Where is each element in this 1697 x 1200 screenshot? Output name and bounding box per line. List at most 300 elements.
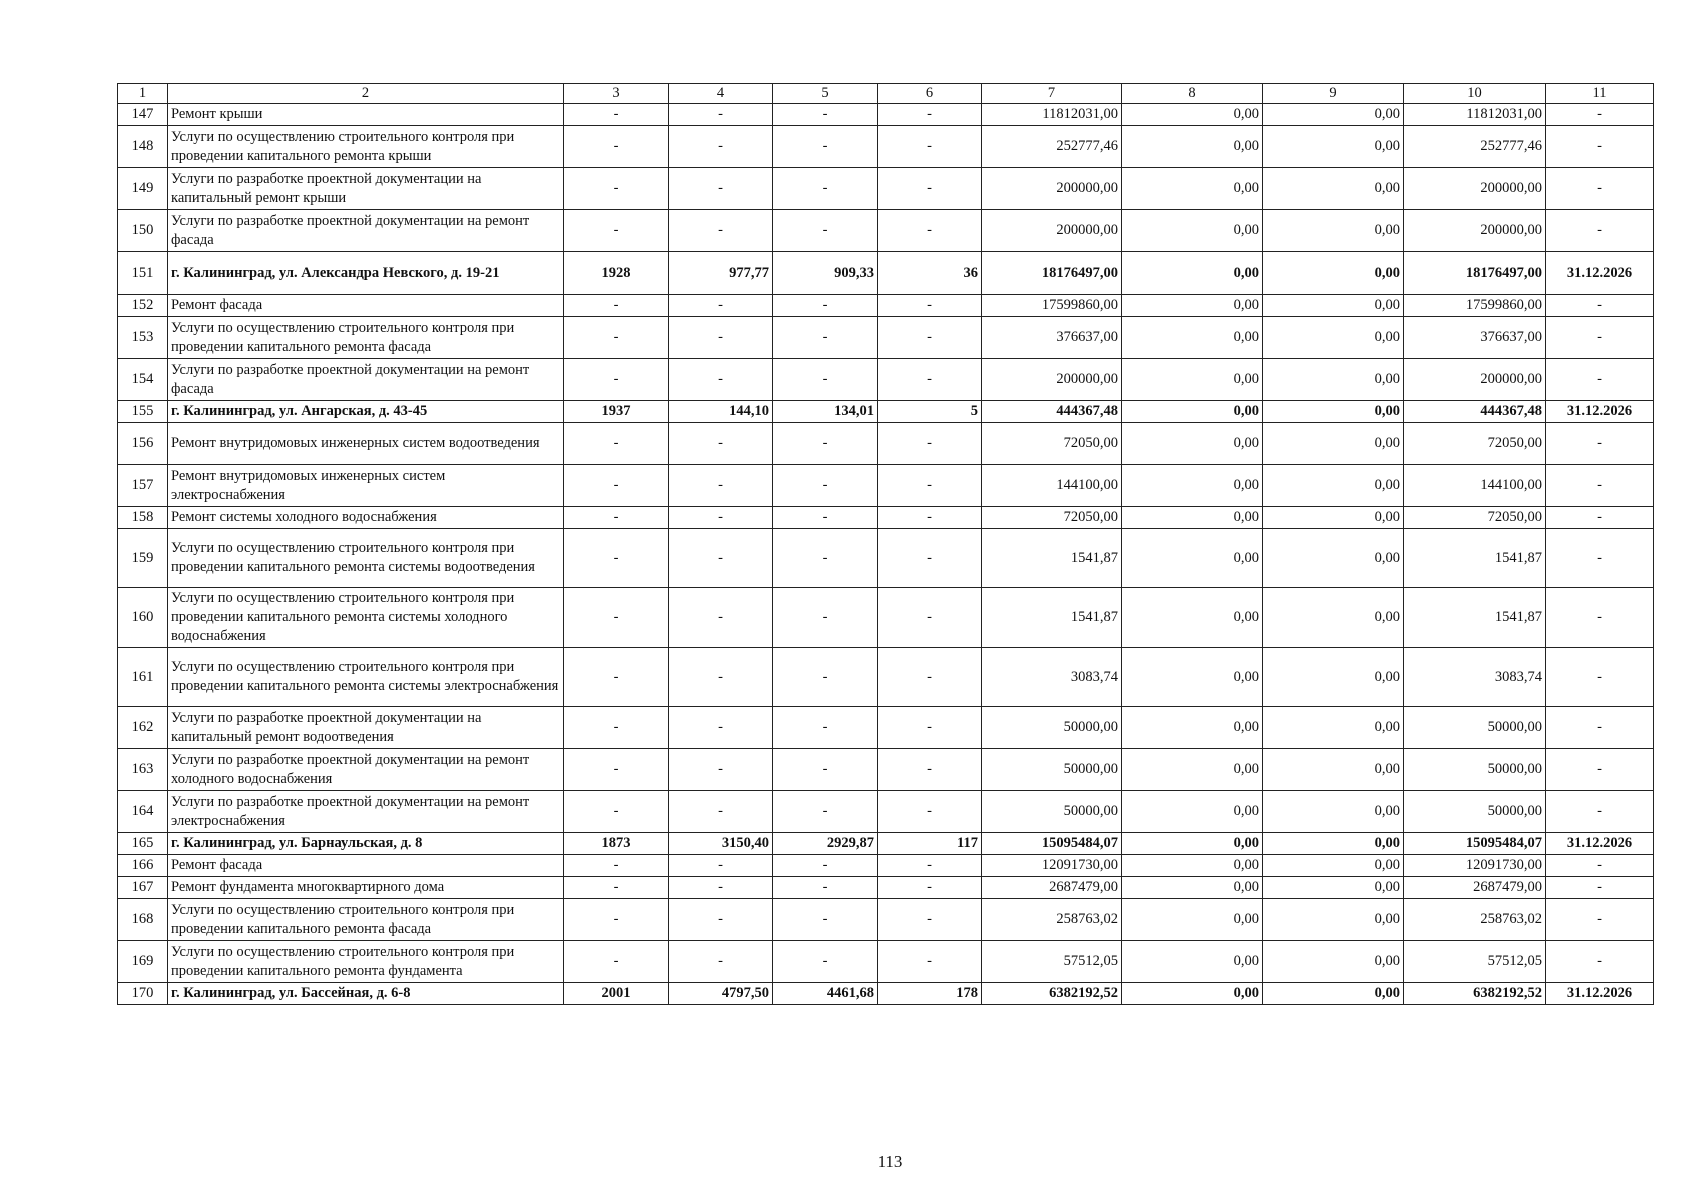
col5-cell: - — [773, 899, 878, 941]
row-number-cell: 153 — [118, 317, 168, 359]
col3-cell: - — [564, 317, 669, 359]
col8-amount-cell: 0,00 — [1122, 833, 1263, 855]
col7-amount-cell: 2687479,00 — [982, 877, 1122, 899]
col6-cell: 117 — [878, 833, 982, 855]
col5-cell: - — [773, 648, 878, 707]
row-number-cell: 155 — [118, 401, 168, 423]
col10-amount-cell: 200000,00 — [1404, 168, 1546, 210]
row-number-cell: 167 — [118, 877, 168, 899]
col7-amount-cell: 15095484,07 — [982, 833, 1122, 855]
col3-cell: - — [564, 529, 669, 588]
col5-cell: - — [773, 104, 878, 126]
description-cell: Услуги по осуществлению строительного контроля при проведении капитального ремонта системы электроснабжения — [168, 648, 564, 707]
col5-cell: - — [773, 423, 878, 465]
col10-amount-cell: 57512,05 — [1404, 941, 1546, 983]
col6-cell: - — [878, 210, 982, 252]
col6-cell: - — [878, 168, 982, 210]
col9-amount-cell: 0,00 — [1263, 359, 1404, 401]
col6-cell: - — [878, 104, 982, 126]
col3-cell: 1928 — [564, 252, 669, 295]
col8-amount-cell: 0,00 — [1122, 707, 1263, 749]
row-number-cell: 156 — [118, 423, 168, 465]
header-cell: 1 — [118, 84, 168, 104]
description-cell: Услуги по разработке проектной документации на ремонт электроснабжения — [168, 791, 564, 833]
col10-amount-cell: 1541,87 — [1404, 529, 1546, 588]
repair-work-row — [118, 507, 1654, 529]
row-number-cell: 150 — [118, 210, 168, 252]
header-cell: 7 — [982, 84, 1122, 104]
col7-amount-cell: 376637,00 — [982, 317, 1122, 359]
col8-amount-cell: 0,00 — [1122, 210, 1263, 252]
col4-cell: - — [669, 855, 773, 877]
col5-cell: - — [773, 126, 878, 168]
col8-amount-cell: 0,00 — [1122, 401, 1263, 423]
col11-date-cell: - — [1546, 168, 1654, 210]
repair-work-row — [118, 588, 1654, 648]
col4-cell: - — [669, 210, 773, 252]
col8-amount-cell: 0,00 — [1122, 465, 1263, 507]
col11-date-cell: - — [1546, 210, 1654, 252]
col4-cell: - — [669, 317, 773, 359]
col11-date-cell: 31.12.2026 — [1546, 983, 1654, 1005]
row-number-cell: 169 — [118, 941, 168, 983]
col6-cell: - — [878, 899, 982, 941]
col7-amount-cell: 72050,00 — [982, 507, 1122, 529]
repair-work-row — [118, 317, 1654, 359]
description-cell: г. Калининград, ул. Бассейная, д. 6-8 — [168, 983, 564, 1005]
col4-cell: - — [669, 791, 773, 833]
col4-cell: - — [669, 749, 773, 791]
col4-cell: - — [669, 126, 773, 168]
col8-amount-cell: 0,00 — [1122, 791, 1263, 833]
col4-cell: - — [669, 295, 773, 317]
col7-amount-cell: 12091730,00 — [982, 855, 1122, 877]
col3-cell: - — [564, 855, 669, 877]
col9-amount-cell: 0,00 — [1263, 507, 1404, 529]
col10-amount-cell: 12091730,00 — [1404, 855, 1546, 877]
col9-amount-cell: 0,00 — [1263, 983, 1404, 1005]
col4-cell: 977,77 — [669, 252, 773, 295]
col7-amount-cell: 17599860,00 — [982, 295, 1122, 317]
repair-work-row — [118, 104, 1654, 126]
col8-amount-cell: 0,00 — [1122, 126, 1263, 168]
col6-cell: - — [878, 749, 982, 791]
col10-amount-cell: 444367,48 — [1404, 401, 1546, 423]
repair-work-row — [118, 168, 1654, 210]
col10-amount-cell: 72050,00 — [1404, 423, 1546, 465]
col5-cell: - — [773, 791, 878, 833]
description-cell: Ремонт фасада — [168, 855, 564, 877]
col5-cell: 4461,68 — [773, 983, 878, 1005]
col9-amount-cell: 0,00 — [1263, 104, 1404, 126]
row-number-cell: 147 — [118, 104, 168, 126]
col7-amount-cell: 72050,00 — [982, 423, 1122, 465]
col7-amount-cell: 50000,00 — [982, 707, 1122, 749]
col10-amount-cell: 258763,02 — [1404, 899, 1546, 941]
col5-cell: 909,33 — [773, 252, 878, 295]
col9-amount-cell: 0,00 — [1263, 423, 1404, 465]
column-number-header-row — [118, 84, 1654, 104]
col4-cell: 3150,40 — [669, 833, 773, 855]
col3-cell: - — [564, 126, 669, 168]
col6-cell: - — [878, 507, 982, 529]
col4-cell: - — [669, 507, 773, 529]
col10-amount-cell: 252777,46 — [1404, 126, 1546, 168]
header-cell: 2 — [168, 84, 564, 104]
col3-cell: 1873 — [564, 833, 669, 855]
repair-work-row — [118, 707, 1654, 749]
col9-amount-cell: 0,00 — [1263, 126, 1404, 168]
col11-date-cell: - — [1546, 529, 1654, 588]
description-cell: Услуги по разработке проектной документации на капитальный ремонт водоотведения — [168, 707, 564, 749]
col5-cell: - — [773, 855, 878, 877]
col11-date-cell: - — [1546, 465, 1654, 507]
col6-cell: - — [878, 941, 982, 983]
col3-cell: 2001 — [564, 983, 669, 1005]
col7-amount-cell: 252777,46 — [982, 126, 1122, 168]
header-cell: 11 — [1546, 84, 1654, 104]
col6-cell: 178 — [878, 983, 982, 1005]
col3-cell: - — [564, 104, 669, 126]
repair-work-row — [118, 648, 1654, 707]
repair-work-row — [118, 359, 1654, 401]
col6-cell: - — [878, 317, 982, 359]
col10-amount-cell: 1541,87 — [1404, 588, 1546, 648]
col11-date-cell: 31.12.2026 — [1546, 252, 1654, 295]
col7-amount-cell: 3083,74 — [982, 648, 1122, 707]
repair-work-row — [118, 126, 1654, 168]
col7-amount-cell: 258763,02 — [982, 899, 1122, 941]
header-cell: 3 — [564, 84, 669, 104]
col3-cell: - — [564, 899, 669, 941]
col9-amount-cell: 0,00 — [1263, 252, 1404, 295]
col7-amount-cell: 57512,05 — [982, 941, 1122, 983]
building-address-row — [118, 833, 1654, 855]
col9-amount-cell: 0,00 — [1263, 707, 1404, 749]
description-cell: Услуги по осуществлению строительного контроля при проведении капитального ремонта системы холодного водоснабжения — [168, 588, 564, 648]
row-number-cell: 148 — [118, 126, 168, 168]
col5-cell: 2929,87 — [773, 833, 878, 855]
col8-amount-cell: 0,00 — [1122, 588, 1263, 648]
col7-amount-cell: 50000,00 — [982, 749, 1122, 791]
repair-work-row — [118, 899, 1654, 941]
col5-cell: 134,01 — [773, 401, 878, 423]
col3-cell: - — [564, 749, 669, 791]
col6-cell: - — [878, 855, 982, 877]
col6-cell: - — [878, 877, 982, 899]
col3-cell: 1937 — [564, 401, 669, 423]
col5-cell: - — [773, 588, 878, 648]
col3-cell: - — [564, 791, 669, 833]
repair-work-row — [118, 210, 1654, 252]
col9-amount-cell: 0,00 — [1263, 833, 1404, 855]
col8-amount-cell: 0,00 — [1122, 941, 1263, 983]
col3-cell: - — [564, 359, 669, 401]
description-cell: Ремонт системы холодного водоснабжения — [168, 507, 564, 529]
col8-amount-cell: 0,00 — [1122, 529, 1263, 588]
col11-date-cell: - — [1546, 104, 1654, 126]
col8-amount-cell: 0,00 — [1122, 295, 1263, 317]
col8-amount-cell: 0,00 — [1122, 983, 1263, 1005]
description-cell: г. Калининград, ул. Барнаульская, д. 8 — [168, 833, 564, 855]
col8-amount-cell: 0,00 — [1122, 648, 1263, 707]
description-cell: Услуги по разработке проектной документации на ремонт фасада — [168, 210, 564, 252]
col11-date-cell: - — [1546, 588, 1654, 648]
row-number-cell: 170 — [118, 983, 168, 1005]
row-number-cell: 168 — [118, 899, 168, 941]
col10-amount-cell: 200000,00 — [1404, 359, 1546, 401]
building-address-row — [118, 983, 1654, 1005]
col5-cell: - — [773, 877, 878, 899]
col7-amount-cell: 1541,87 — [982, 588, 1122, 648]
repair-work-row — [118, 465, 1654, 507]
col9-amount-cell: 0,00 — [1263, 941, 1404, 983]
col8-amount-cell: 0,00 — [1122, 899, 1263, 941]
col8-amount-cell: 0,00 — [1122, 877, 1263, 899]
col3-cell: - — [564, 877, 669, 899]
col8-amount-cell: 0,00 — [1122, 317, 1263, 359]
row-number-cell: 162 — [118, 707, 168, 749]
page-number: 113 — [877, 1152, 903, 1171]
col9-amount-cell: 0,00 — [1263, 210, 1404, 252]
col6-cell: - — [878, 588, 982, 648]
col9-amount-cell: 0,00 — [1263, 877, 1404, 899]
col4-cell: - — [669, 359, 773, 401]
col6-cell: - — [878, 707, 982, 749]
col7-amount-cell: 200000,00 — [982, 168, 1122, 210]
row-number-cell: 154 — [118, 359, 168, 401]
col9-amount-cell: 0,00 — [1263, 791, 1404, 833]
col10-amount-cell: 50000,00 — [1404, 707, 1546, 749]
description-cell: Услуги по разработке проектной документации на капитальный ремонт крыши — [168, 168, 564, 210]
col11-date-cell: - — [1546, 126, 1654, 168]
header-cell: 9 — [1263, 84, 1404, 104]
col10-amount-cell: 72050,00 — [1404, 507, 1546, 529]
col8-amount-cell: 0,00 — [1122, 252, 1263, 295]
col10-amount-cell: 3083,74 — [1404, 648, 1546, 707]
col10-amount-cell: 18176497,00 — [1404, 252, 1546, 295]
col10-amount-cell: 6382192,52 — [1404, 983, 1546, 1005]
col3-cell: - — [564, 295, 669, 317]
col3-cell: - — [564, 465, 669, 507]
row-number-cell: 152 — [118, 295, 168, 317]
col8-amount-cell: 0,00 — [1122, 168, 1263, 210]
col3-cell: - — [564, 588, 669, 648]
col10-amount-cell: 11812031,00 — [1404, 104, 1546, 126]
col6-cell: - — [878, 791, 982, 833]
capital-repair-table — [117, 83, 1654, 1005]
col11-date-cell: - — [1546, 877, 1654, 899]
col9-amount-cell: 0,00 — [1263, 465, 1404, 507]
col4-cell: - — [669, 877, 773, 899]
header-cell: 5 — [773, 84, 878, 104]
row-number-cell: 165 — [118, 833, 168, 855]
repair-work-row — [118, 423, 1654, 465]
repair-work-row — [118, 295, 1654, 317]
col6-cell: - — [878, 529, 982, 588]
col8-amount-cell: 0,00 — [1122, 104, 1263, 126]
col5-cell: - — [773, 941, 878, 983]
col4-cell: - — [669, 104, 773, 126]
col9-amount-cell: 0,00 — [1263, 749, 1404, 791]
col10-amount-cell: 50000,00 — [1404, 749, 1546, 791]
col4-cell: - — [669, 168, 773, 210]
col7-amount-cell: 200000,00 — [982, 210, 1122, 252]
col8-amount-cell: 0,00 — [1122, 423, 1263, 465]
description-cell: Услуги по разработке проектной документации на ремонт фасада — [168, 359, 564, 401]
description-cell: Ремонт фундамента многоквартирного дома — [168, 877, 564, 899]
col11-date-cell: - — [1546, 707, 1654, 749]
building-address-row — [118, 401, 1654, 423]
col7-amount-cell: 50000,00 — [982, 791, 1122, 833]
col10-amount-cell: 17599860,00 — [1404, 295, 1546, 317]
table-body — [118, 104, 1654, 1005]
col5-cell: - — [773, 465, 878, 507]
description-cell: Услуги по осуществлению строительного контроля при проведении капитального ремонта крыши — [168, 126, 564, 168]
col3-cell: - — [564, 210, 669, 252]
row-number-cell: 159 — [118, 529, 168, 588]
col4-cell: - — [669, 648, 773, 707]
building-address-row — [118, 252, 1654, 295]
header-cell: 10 — [1404, 84, 1546, 104]
description-cell: Ремонт крыши — [168, 104, 564, 126]
col9-amount-cell: 0,00 — [1263, 295, 1404, 317]
col6-cell: - — [878, 126, 982, 168]
col7-amount-cell: 144100,00 — [982, 465, 1122, 507]
col4-cell: - — [669, 588, 773, 648]
row-number-cell: 164 — [118, 791, 168, 833]
col7-amount-cell: 6382192,52 — [982, 983, 1122, 1005]
row-number-cell: 157 — [118, 465, 168, 507]
col5-cell: - — [773, 295, 878, 317]
col3-cell: - — [564, 707, 669, 749]
col4-cell: - — [669, 465, 773, 507]
col10-amount-cell: 376637,00 — [1404, 317, 1546, 359]
col8-amount-cell: 0,00 — [1122, 507, 1263, 529]
col4-cell: - — [669, 529, 773, 588]
col11-date-cell: - — [1546, 295, 1654, 317]
col5-cell: - — [773, 749, 878, 791]
col6-cell: 36 — [878, 252, 982, 295]
col6-cell: - — [878, 465, 982, 507]
col9-amount-cell: 0,00 — [1263, 168, 1404, 210]
description-cell: Ремонт внутридомовых инженерных систем электроснабжения — [168, 465, 564, 507]
row-number-cell: 149 — [118, 168, 168, 210]
repair-work-row — [118, 529, 1654, 588]
description-cell: г. Калининград, ул. Александра Невского, д. 19-21 — [168, 252, 564, 295]
col11-date-cell: - — [1546, 648, 1654, 707]
col10-amount-cell: 200000,00 — [1404, 210, 1546, 252]
col10-amount-cell: 50000,00 — [1404, 791, 1546, 833]
description-cell: Ремонт фасада — [168, 295, 564, 317]
row-number-cell: 166 — [118, 855, 168, 877]
col11-date-cell: - — [1546, 423, 1654, 465]
col9-amount-cell: 0,00 — [1263, 648, 1404, 707]
col4-cell: 144,10 — [669, 401, 773, 423]
col6-cell: - — [878, 648, 982, 707]
col3-cell: - — [564, 507, 669, 529]
repair-work-row — [118, 855, 1654, 877]
col4-cell: - — [669, 707, 773, 749]
col11-date-cell: 31.12.2026 — [1546, 833, 1654, 855]
col11-date-cell: 31.12.2026 — [1546, 401, 1654, 423]
col7-amount-cell: 1541,87 — [982, 529, 1122, 588]
description-cell: Услуги по осуществлению строительного контроля при проведении капитального ремонта системы водоотведения — [168, 529, 564, 588]
col5-cell: - — [773, 168, 878, 210]
col11-date-cell: - — [1546, 941, 1654, 983]
col6-cell: - — [878, 423, 982, 465]
col7-amount-cell: 200000,00 — [982, 359, 1122, 401]
row-number-cell: 163 — [118, 749, 168, 791]
description-cell: Услуги по разработке проектной документации на ремонт холодного водоснабжения — [168, 749, 564, 791]
row-number-cell: 160 — [118, 588, 168, 648]
header-cell: 8 — [1122, 84, 1263, 104]
col9-amount-cell: 0,00 — [1263, 401, 1404, 423]
col9-amount-cell: 0,00 — [1263, 529, 1404, 588]
col4-cell: 4797,50 — [669, 983, 773, 1005]
col3-cell: - — [564, 168, 669, 210]
col11-date-cell: - — [1546, 317, 1654, 359]
col5-cell: - — [773, 507, 878, 529]
repair-work-row — [118, 791, 1654, 833]
col9-amount-cell: 0,00 — [1263, 588, 1404, 648]
col8-amount-cell: 0,00 — [1122, 855, 1263, 877]
col5-cell: - — [773, 529, 878, 588]
row-number-cell: 158 — [118, 507, 168, 529]
description-cell: Услуги по осуществлению строительного контроля при проведении капитального ремонта фундамента — [168, 941, 564, 983]
col7-amount-cell: 444367,48 — [982, 401, 1122, 423]
col9-amount-cell: 0,00 — [1263, 899, 1404, 941]
col11-date-cell: - — [1546, 359, 1654, 401]
row-number-cell: 161 — [118, 648, 168, 707]
description-cell: Услуги по осуществлению строительного контроля при проведении капитального ремонта фасада — [168, 899, 564, 941]
col11-date-cell: - — [1546, 791, 1654, 833]
description-cell: Услуги по осуществлению строительного контроля при проведении капитального ремонта фасада — [168, 317, 564, 359]
col6-cell: 5 — [878, 401, 982, 423]
col3-cell: - — [564, 423, 669, 465]
col10-amount-cell: 144100,00 — [1404, 465, 1546, 507]
repair-work-row — [118, 941, 1654, 983]
col11-date-cell: - — [1546, 749, 1654, 791]
col5-cell: - — [773, 210, 878, 252]
col5-cell: - — [773, 317, 878, 359]
header-cell: 4 — [669, 84, 773, 104]
col10-amount-cell: 2687479,00 — [1404, 877, 1546, 899]
description-cell: г. Калининград, ул. Ангарская, д. 43-45 — [168, 401, 564, 423]
col9-amount-cell: 0,00 — [1263, 317, 1404, 359]
col11-date-cell: - — [1546, 899, 1654, 941]
col3-cell: - — [564, 941, 669, 983]
col5-cell: - — [773, 707, 878, 749]
col4-cell: - — [669, 941, 773, 983]
col7-amount-cell: 11812031,00 — [982, 104, 1122, 126]
repair-work-row — [118, 749, 1654, 791]
col4-cell: - — [669, 899, 773, 941]
col3-cell: - — [564, 648, 669, 707]
header-cell: 6 — [878, 84, 982, 104]
col5-cell: - — [773, 359, 878, 401]
repair-work-row — [118, 877, 1654, 899]
col9-amount-cell: 0,00 — [1263, 855, 1404, 877]
col8-amount-cell: 0,00 — [1122, 749, 1263, 791]
row-number-cell: 151 — [118, 252, 168, 295]
col6-cell: - — [878, 295, 982, 317]
col7-amount-cell: 18176497,00 — [982, 252, 1122, 295]
col11-date-cell: - — [1546, 507, 1654, 529]
col8-amount-cell: 0,00 — [1122, 359, 1263, 401]
col11-date-cell: - — [1546, 855, 1654, 877]
col6-cell: - — [878, 359, 982, 401]
